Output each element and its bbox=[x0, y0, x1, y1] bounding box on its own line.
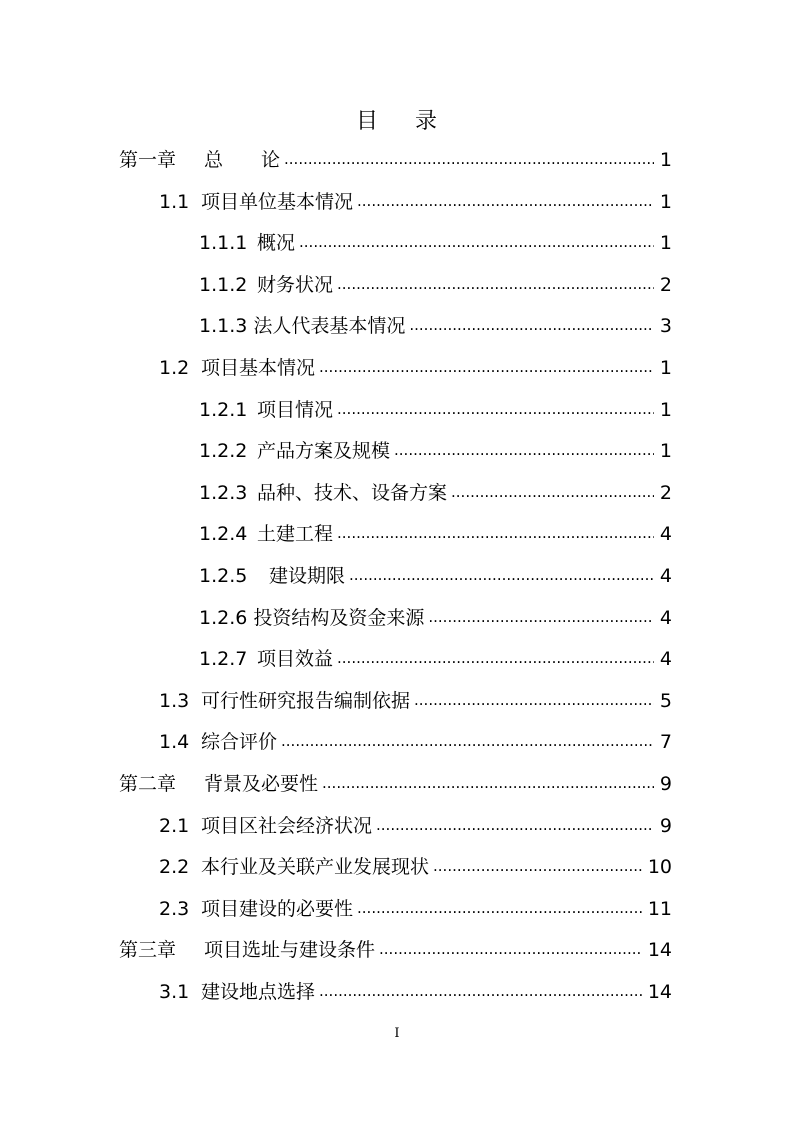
toc-entry-text: 建设地点选择 bbox=[201, 981, 316, 1003]
toc-leader-dots bbox=[337, 642, 654, 673]
toc-entry-page: 2 bbox=[659, 273, 672, 296]
toc-entry-text: 综合评价 bbox=[201, 731, 278, 754]
toc-entry-label bbox=[199, 478, 447, 508]
toc-entry[interactable] bbox=[159, 686, 672, 716]
toc-entry-text: 品种、技术、设备方案 bbox=[257, 481, 448, 504]
toc-entry[interactable] bbox=[159, 894, 672, 924]
toc-leader-dots bbox=[394, 434, 654, 465]
toc-leader-dots bbox=[337, 268, 654, 299]
toc-entry[interactable] bbox=[159, 727, 672, 757]
toc-entry-number: 1.2.5 bbox=[199, 565, 248, 587]
toc-entry-number: 2.2 bbox=[159, 856, 190, 879]
toc-entry-label bbox=[199, 228, 295, 258]
toc-entry-text: 项目基本情况 bbox=[201, 357, 316, 379]
toc-entry[interactable] bbox=[199, 603, 672, 633]
toc-leader-dots bbox=[337, 393, 654, 424]
toc-title-part2: 录 bbox=[415, 109, 439, 134]
toc-entry-page: 3 bbox=[659, 315, 672, 338]
toc-entry-number: 1.3 bbox=[159, 689, 190, 712]
toc-entry-page: 1 bbox=[659, 232, 672, 255]
toc-entry-page: 10 bbox=[647, 856, 672, 879]
toc-entry-number: 1.2 bbox=[159, 357, 190, 379]
toc-leader-dots bbox=[319, 351, 654, 382]
toc-entry[interactable] bbox=[199, 519, 672, 549]
toc-leader-dots bbox=[379, 933, 642, 964]
toc-title-part1: 目 bbox=[355, 109, 379, 134]
toc-leader-dots bbox=[433, 850, 642, 881]
toc-entry-text: 项目建设的必要性 bbox=[201, 897, 354, 920]
toc-entry-label bbox=[159, 894, 353, 924]
toc-entry-number: 2.1 bbox=[159, 814, 190, 837]
toc-entry-page: 9 bbox=[659, 773, 672, 795]
toc-entry-label bbox=[119, 935, 375, 965]
toc-entry-page: 4 bbox=[659, 565, 672, 587]
toc-entry-page: 14 bbox=[647, 981, 672, 1003]
toc-entry-label bbox=[159, 811, 372, 841]
toc-entry-page: 9 bbox=[659, 814, 672, 837]
toc-entry-page: 11 bbox=[647, 897, 672, 920]
toc-entry[interactable] bbox=[159, 852, 672, 882]
toc-entry-text: 背景及必要性 bbox=[204, 773, 319, 795]
toc-entry-label bbox=[119, 769, 318, 799]
toc-entry[interactable] bbox=[199, 644, 672, 674]
page-number-footer: I bbox=[394, 1026, 400, 1041]
toc-leader-dots bbox=[299, 226, 654, 257]
toc-leader-dots bbox=[281, 725, 654, 756]
toc-entry-number: 1.2.3 bbox=[199, 481, 248, 504]
toc-entry-text: 项目效益 bbox=[257, 648, 334, 671]
toc-leader-dots bbox=[357, 185, 654, 216]
toc-leader-dots bbox=[428, 601, 654, 632]
toc-entry-number: 第一章 bbox=[119, 149, 177, 171]
toc-entry[interactable] bbox=[199, 561, 672, 591]
toc-leader-dots bbox=[409, 309, 654, 340]
toc-entry-text: 建设期限 bbox=[269, 565, 346, 587]
toc-entry-number: 2.3 bbox=[159, 897, 190, 920]
toc-entry-label bbox=[199, 436, 390, 466]
toc-leader-dots bbox=[284, 143, 654, 174]
toc-entry-number: 1.1.3 bbox=[199, 315, 248, 338]
toc-leader-dots bbox=[376, 809, 654, 840]
toc-entry-text: 产品方案及规模 bbox=[257, 440, 391, 463]
toc-leader-dots bbox=[357, 892, 642, 923]
toc-entry-text: 土建工程 bbox=[257, 523, 334, 546]
toc-entry-page: 1 bbox=[659, 357, 672, 379]
toc-leader-dots bbox=[322, 767, 654, 798]
toc-entry-number: 第二章 bbox=[119, 773, 177, 795]
toc-entry-number: 1.2.4 bbox=[199, 523, 248, 546]
toc-entry-label bbox=[159, 686, 410, 716]
toc-entry-number: 1.2.6 bbox=[199, 606, 248, 629]
toc-entry-number: 1.1.2 bbox=[199, 273, 248, 296]
toc-entry[interactable] bbox=[199, 311, 672, 341]
toc-entry[interactable] bbox=[119, 769, 672, 799]
toc-entry-number: 1.2.1 bbox=[199, 398, 248, 421]
toc-entry-number: 1.1 bbox=[159, 190, 190, 213]
toc-entry-text: 财务状况 bbox=[257, 273, 334, 296]
toc-entry-text: 总 论 bbox=[204, 149, 281, 171]
toc-entry-label bbox=[199, 603, 424, 633]
toc-entry-label bbox=[199, 561, 345, 591]
toc-entry-text: 本行业及关联产业发展现状 bbox=[201, 856, 430, 879]
toc-entry-number: 1.4 bbox=[159, 731, 190, 754]
toc-entry-text: 项目单位基本情况 bbox=[201, 190, 354, 213]
toc-entry-label bbox=[199, 644, 333, 674]
toc-leader-dots bbox=[337, 517, 654, 548]
toc-entry-label bbox=[199, 311, 405, 341]
toc-entry[interactable] bbox=[119, 935, 672, 965]
toc-entry-text: 项目情况 bbox=[257, 398, 334, 421]
toc-entry-page: 1 bbox=[659, 190, 672, 213]
toc-entry-page: 1 bbox=[659, 398, 672, 421]
toc-entry-page: 1 bbox=[659, 149, 672, 171]
toc-entry[interactable] bbox=[159, 977, 672, 1007]
toc-entry-page: 4 bbox=[659, 606, 672, 629]
toc-entry-label bbox=[199, 519, 333, 549]
toc-entry-label bbox=[159, 727, 277, 757]
toc-entry[interactable] bbox=[119, 145, 672, 175]
toc-entry-label bbox=[199, 395, 333, 425]
toc-entry-text: 项目区社会经济状况 bbox=[201, 814, 373, 837]
toc-entry-label bbox=[119, 145, 280, 175]
toc-entry-number: 3.1 bbox=[159, 981, 190, 1003]
toc-entry-page: 4 bbox=[659, 523, 672, 546]
toc-entry-page: 14 bbox=[647, 939, 672, 962]
toc-entry-page: 1 bbox=[659, 440, 672, 463]
toc-entry-label bbox=[199, 270, 333, 300]
toc-entry-number: 1.1.1 bbox=[199, 232, 248, 255]
toc-entry[interactable] bbox=[199, 478, 672, 508]
toc-entry-label bbox=[159, 977, 315, 1007]
toc-leader-dots bbox=[319, 975, 642, 1006]
toc-entry-text: 项目选址与建设条件 bbox=[204, 939, 376, 962]
toc-entry[interactable] bbox=[199, 228, 672, 258]
toc-entry-number: 1.2.7 bbox=[199, 648, 248, 671]
toc-entry-page: 5 bbox=[659, 689, 672, 712]
toc-entry-label bbox=[159, 187, 353, 217]
toc-leader-dots bbox=[349, 559, 654, 590]
toc-entry[interactable] bbox=[199, 395, 672, 425]
toc-entry-page: 4 bbox=[659, 648, 672, 671]
toc-entry-label bbox=[159, 852, 429, 882]
toc-leader-dots bbox=[451, 476, 654, 507]
toc-entry-number: 第三章 bbox=[119, 939, 177, 962]
toc-entry-text: 可行性研究报告编制依据 bbox=[201, 689, 411, 712]
toc-entry-number: 1.2.2 bbox=[199, 440, 248, 463]
toc-title bbox=[0, 104, 794, 135]
toc-entry[interactable] bbox=[159, 353, 672, 383]
toc-entry[interactable] bbox=[159, 811, 672, 841]
toc-entry-page: 7 bbox=[659, 731, 672, 754]
toc-entry[interactable] bbox=[199, 270, 672, 300]
toc-entry[interactable] bbox=[199, 436, 672, 466]
toc-entry-text: 法人代表基本情况 bbox=[253, 315, 406, 338]
toc-entry-text: 投资结构及资金来源 bbox=[253, 606, 425, 629]
toc-entry-text: 概况 bbox=[257, 232, 296, 255]
toc-leader-dots bbox=[414, 684, 654, 715]
toc-entry[interactable] bbox=[159, 187, 672, 217]
toc-entry-label bbox=[159, 353, 315, 383]
toc-entry-page: 2 bbox=[659, 481, 672, 504]
